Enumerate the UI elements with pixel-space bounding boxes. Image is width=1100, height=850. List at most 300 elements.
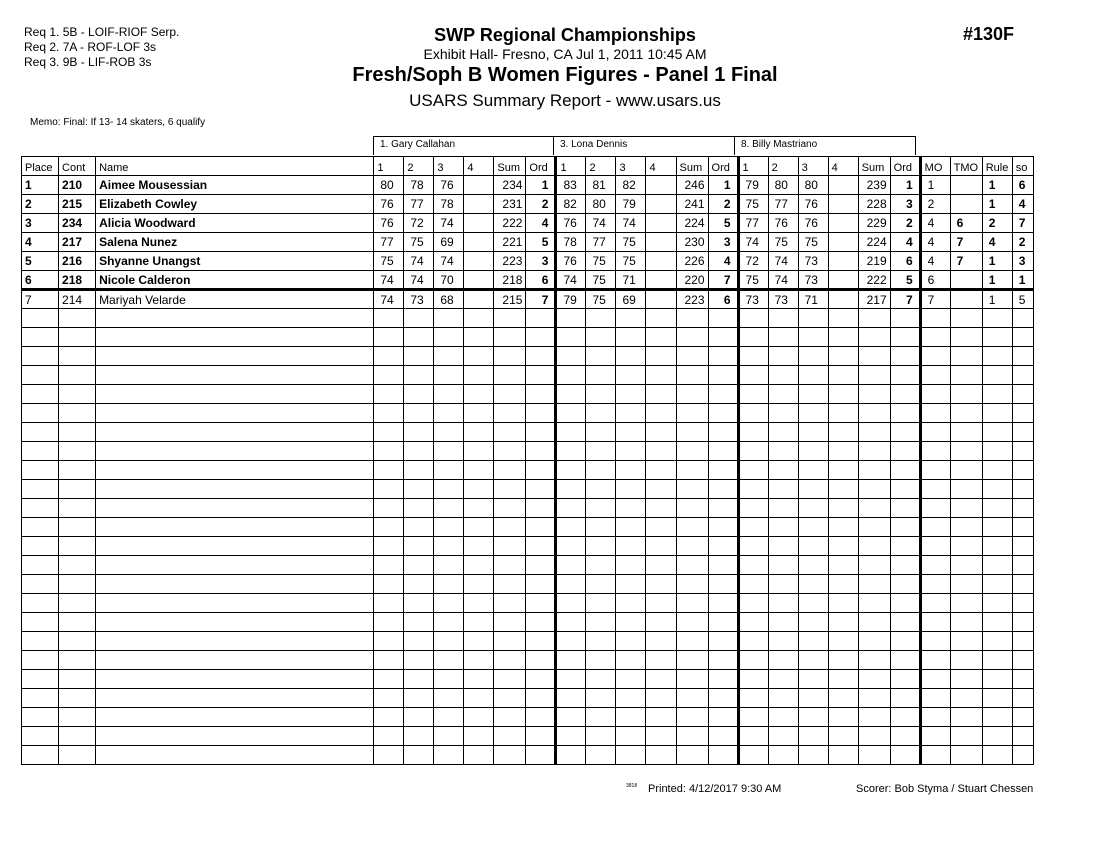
empty-cell [950,651,982,670]
empty-cell [982,537,1012,556]
place-cell: 5 [22,252,59,271]
empty-cell [768,461,798,480]
empty-cell [920,670,950,689]
j3-ord-cell: 7 [708,271,738,290]
empty-cell [950,423,982,442]
empty-cell [708,461,738,480]
empty-cell [494,385,526,404]
j3-score-cell: 79 [556,290,586,309]
j8-score-cell: 80 [798,176,828,195]
empty-cell [858,366,890,385]
empty-cell [708,537,738,556]
empty-cell [858,480,890,499]
empty-cell [828,423,858,442]
empty-cell [374,746,404,765]
empty-cell [768,442,798,461]
j3-sum-cell: 224 [676,214,708,233]
empty-cell [96,518,374,537]
empty-cell [96,499,374,518]
skater-row [22,233,1034,252]
place-cell: 1 [22,176,59,195]
empty-cell [556,309,586,328]
empty-cell [374,632,404,651]
empty-cell [1012,651,1033,670]
empty-cell [374,499,404,518]
empty-cell [982,423,1012,442]
empty-cell [920,309,950,328]
empty-cell [494,594,526,613]
empty-cell [676,632,708,651]
empty-cell [1012,537,1033,556]
empty-cell [858,309,890,328]
empty-cell [494,442,526,461]
empty-cell [1012,499,1033,518]
empty-cell [982,575,1012,594]
empty-cell [738,328,768,347]
empty-row [22,499,1034,518]
empty-cell [464,708,494,727]
empty-cell [950,537,982,556]
empty-cell [22,632,59,651]
empty-cell [738,366,768,385]
empty-cell [22,347,59,366]
empty-cell [676,689,708,708]
empty-cell [59,708,96,727]
empty-row [22,347,1034,366]
venue-line: Exhibit Hall- Fresno, CA Jul 1, 2011 10:45 AM [423,46,707,62]
empty-cell [920,556,950,575]
empty-cell [374,442,404,461]
empty-cell [646,499,676,518]
empty-cell [676,366,708,385]
empty-cell [22,309,59,328]
tmo-cell [950,195,982,214]
empty-cell [676,556,708,575]
empty-cell [404,366,434,385]
empty-cell [950,556,982,575]
empty-cell [676,461,708,480]
j8-ord-cell: 7 [890,290,920,309]
empty-cell [920,442,950,461]
empty-cell [738,651,768,670]
empty-cell [556,461,586,480]
empty-cell [616,347,646,366]
empty-cell [526,708,556,727]
empty-cell [828,366,858,385]
empty-cell [616,328,646,347]
empty-cell [828,537,858,556]
empty-cell [59,689,96,708]
empty-cell [982,518,1012,537]
empty-cell [374,556,404,575]
empty-cell [556,613,586,632]
empty-cell [374,518,404,537]
empty-cell [828,328,858,347]
empty-row [22,461,1034,480]
skater-name: Mariyah Velarde [96,290,374,309]
mo-cell: 4 [920,214,950,233]
empty-cell [59,442,96,461]
j8-score-cell [828,290,858,309]
empty-cell [404,708,434,727]
memo: Memo: Final: If 13- 14 skaters, 6 qualify [30,117,206,128]
j8-score-cell: 80 [768,176,798,195]
empty-cell [586,670,616,689]
empty-cell [828,708,858,727]
empty-cell [586,632,616,651]
empty-cell [798,594,828,613]
j8-ord-cell: 3 [890,195,920,214]
empty-cell [646,594,676,613]
empty-cell [616,518,646,537]
empty-cell [858,518,890,537]
skater-row [22,214,1034,233]
empty-cell [738,385,768,404]
tmo-cell [950,290,982,309]
empty-cell [59,347,96,366]
empty-cell [708,651,738,670]
skater-name: Salena Nunez [96,233,374,252]
empty-cell [768,575,798,594]
j3-ord-cell: 4 [708,252,738,271]
empty-cell [798,480,828,499]
j1-ord-cell: 1 [526,176,556,195]
empty-cell [464,366,494,385]
place-cell: 4 [22,233,59,252]
empty-cell [404,328,434,347]
j8-score-cell: 75 [798,233,828,252]
empty-cell [708,347,738,366]
empty-cell [676,575,708,594]
empty-cell [738,670,768,689]
empty-cell [404,499,434,518]
col-j3-ord: Ord [708,157,738,176]
empty-cell [96,746,374,765]
col-name: Name [96,157,374,176]
skater-row [22,176,1034,195]
rule-cell: 2 [982,214,1012,233]
empty-cell [59,423,96,442]
empty-cell [374,328,404,347]
empty-cell [828,613,858,632]
empty-cell [374,689,404,708]
empty-row [22,366,1034,385]
empty-cell [920,537,950,556]
empty-cell [434,442,464,461]
mo-cell: 4 [920,252,950,271]
empty-cell [738,594,768,613]
empty-cell [828,632,858,651]
empty-cell [798,442,828,461]
empty-cell [586,442,616,461]
empty-cell [646,518,676,537]
empty-cell [434,518,464,537]
skater-name: Elizabeth Cowley [96,195,374,214]
empty-cell [858,727,890,746]
empty-cell [646,556,676,575]
empty-cell [828,556,858,575]
empty-cell [708,404,738,423]
j3-score-cell: 77 [586,233,616,252]
empty-cell [798,651,828,670]
empty-cell [22,366,59,385]
empty-cell [374,613,404,632]
empty-cell [616,499,646,518]
empty-cell [890,461,920,480]
empty-cell [950,366,982,385]
empty-cell [920,385,950,404]
empty-cell [646,366,676,385]
j1-score-cell [464,271,494,290]
empty-cell [708,442,738,461]
empty-cell [22,385,59,404]
empty-cell [59,328,96,347]
empty-cell [768,670,798,689]
empty-cell [526,423,556,442]
empty-cell [22,689,59,708]
empty-cell [676,708,708,727]
empty-cell [708,385,738,404]
j1-sum-cell: 218 [494,271,526,290]
j8-ord-cell: 4 [890,233,920,252]
col-mo: MO [920,157,950,176]
col-j8-4: 4 [828,157,858,176]
empty-cell [404,442,434,461]
j1-sum-cell: 215 [494,290,526,309]
empty-cell [434,651,464,670]
j3-score-cell [646,252,676,271]
empty-cell [982,689,1012,708]
empty-cell [676,480,708,499]
empty-cell [982,613,1012,632]
empty-cell [464,347,494,366]
empty-cell [828,727,858,746]
empty-cell [616,746,646,765]
empty-cell [1012,594,1033,613]
empty-cell [586,613,616,632]
empty-cell [920,708,950,727]
empty-cell [616,309,646,328]
empty-cell [556,556,586,575]
empty-cell [586,366,616,385]
results-table [21,156,1034,765]
event-number: #130F [963,24,1015,44]
empty-cell [646,689,676,708]
empty-cell [768,518,798,537]
empty-cell [616,727,646,746]
empty-cell [738,746,768,765]
j1-score-cell: 72 [404,214,434,233]
empty-cell [676,746,708,765]
empty-cell [920,613,950,632]
j3-score-cell [646,271,676,290]
empty-cell [890,689,920,708]
empty-row [22,651,1034,670]
col-j3-2: 2 [586,157,616,176]
empty-cell [494,537,526,556]
empty-cell [982,556,1012,575]
empty-cell [858,499,890,518]
rule-cell: 1 [982,252,1012,271]
empty-cell [646,708,676,727]
empty-cell [404,746,434,765]
j3-sum-cell: 230 [676,233,708,252]
empty-cell [96,423,374,442]
j1-score-cell: 75 [374,252,404,271]
empty-cell [858,556,890,575]
j8-sum-cell: 228 [858,195,890,214]
empty-cell [556,575,586,594]
empty-cell [708,632,738,651]
empty-cell [798,670,828,689]
empty-cell [828,309,858,328]
empty-cell [1012,328,1033,347]
empty-cell [616,385,646,404]
empty-cell [890,746,920,765]
j3-ord-cell: 5 [708,214,738,233]
empty-cell [708,328,738,347]
empty-cell [858,537,890,556]
j3-sum-cell: 223 [676,290,708,309]
empty-cell [828,480,858,499]
j1-score-cell: 77 [374,233,404,252]
empty-cell [950,575,982,594]
empty-cell [96,632,374,651]
empty-cell [22,480,59,499]
empty-row [22,632,1034,651]
empty-cell [59,461,96,480]
empty-cell [526,556,556,575]
empty-cell [646,442,676,461]
j8-sum-cell: 224 [858,233,890,252]
j3-score-cell: 80 [586,195,616,214]
empty-cell [982,480,1012,499]
empty-cell [22,575,59,594]
empty-cell [890,499,920,518]
empty-cell [708,594,738,613]
empty-cell [982,442,1012,461]
empty-cell [59,727,96,746]
j1-sum-cell: 222 [494,214,526,233]
j1-score-cell: 76 [374,195,404,214]
j3-score-cell [646,233,676,252]
j1-score-cell: 78 [434,195,464,214]
col-place: Place [22,157,59,176]
empty-cell [708,708,738,727]
empty-cell [556,746,586,765]
j1-score-cell: 74 [434,252,464,271]
so-cell: 6 [1012,176,1033,195]
empty-cell [798,309,828,328]
empty-row [22,537,1034,556]
empty-cell [950,689,982,708]
empty-cell [798,727,828,746]
empty-cell [1012,347,1033,366]
j1-score-cell [464,290,494,309]
empty-cell [768,423,798,442]
j3-score-cell: 78 [556,233,586,252]
empty-cell [768,746,798,765]
col-j8-1: 1 [738,157,768,176]
place-cell: 6 [22,271,59,290]
j8-sum-cell: 239 [858,176,890,195]
empty-cell [738,309,768,328]
j8-score-cell: 71 [798,290,828,309]
empty-cell [890,385,920,404]
empty-cell [676,670,708,689]
j8-sum-cell: 219 [858,252,890,271]
j3-score-cell: 75 [586,252,616,271]
empty-cell [982,404,1012,423]
empty-cell [494,309,526,328]
empty-cell [464,594,494,613]
empty-cell [890,594,920,613]
empty-cell [738,404,768,423]
j3-score-cell: 75 [616,252,646,271]
empty-cell [890,708,920,727]
empty-cell [676,385,708,404]
empty-cell [890,651,920,670]
empty-cell [798,404,828,423]
empty-cell [59,518,96,537]
empty-cell [828,575,858,594]
empty-cell [434,309,464,328]
empty-row [22,613,1034,632]
empty-cell [768,689,798,708]
j8-ord-cell: 5 [890,271,920,290]
empty-cell [798,746,828,765]
empty-cell [646,385,676,404]
empty-cell [22,328,59,347]
empty-cell [59,632,96,651]
empty-cell [494,670,526,689]
empty-cell [526,328,556,347]
empty-cell [950,499,982,518]
empty-cell [586,537,616,556]
empty-cell [890,556,920,575]
empty-cell [708,366,738,385]
empty-cell [890,632,920,651]
empty-cell [556,480,586,499]
empty-cell [526,727,556,746]
empty-cell [464,404,494,423]
col-j3-3: 3 [616,157,646,176]
empty-cell [434,499,464,518]
empty-cell [374,575,404,594]
empty-cell [404,423,434,442]
cont-cell: 214 [59,290,96,309]
empty-cell [646,404,676,423]
empty-cell [982,347,1012,366]
j3-sum-cell: 226 [676,252,708,271]
empty-cell [858,689,890,708]
empty-cell [374,404,404,423]
empty-cell [59,556,96,575]
j8-score-cell [828,176,858,195]
empty-cell [59,480,96,499]
empty-cell [96,442,374,461]
j8-score-cell: 74 [738,233,768,252]
empty-row [22,404,1034,423]
j3-sum-cell: 220 [676,271,708,290]
empty-cell [22,708,59,727]
j1-score-cell: 78 [404,176,434,195]
empty-cell [586,385,616,404]
empty-cell [982,385,1012,404]
empty-cell [950,385,982,404]
empty-cell [982,746,1012,765]
empty-cell [556,404,586,423]
